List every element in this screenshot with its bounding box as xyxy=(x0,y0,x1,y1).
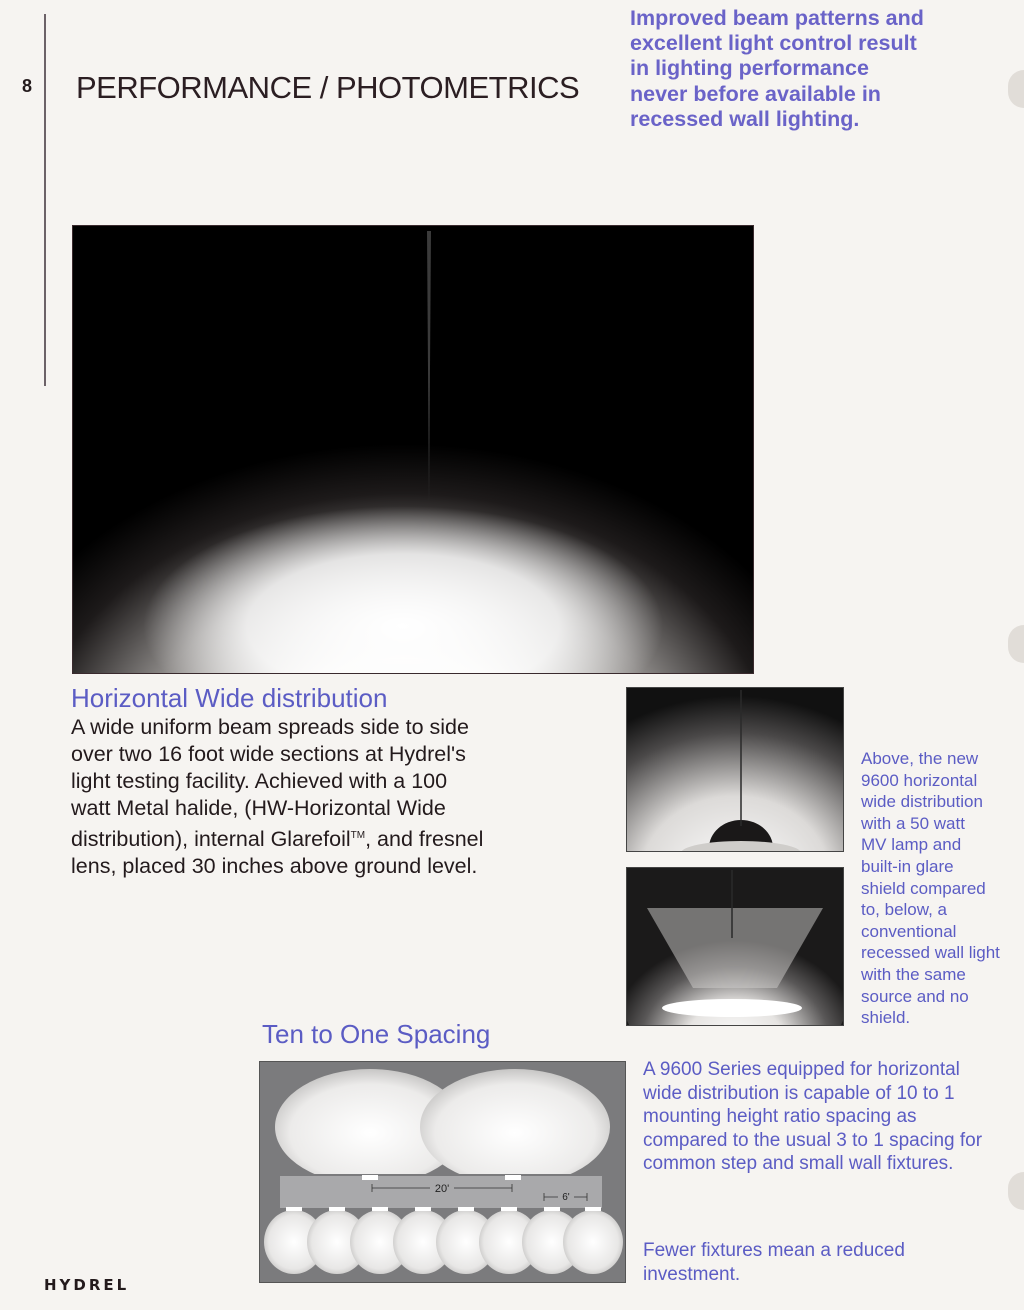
caption-line: source and no xyxy=(861,986,969,1006)
spacing-diagram xyxy=(259,1061,626,1283)
page-number: 8 xyxy=(22,76,33,96)
fewer-fixtures-text: Fewer fixtures mean a reduced investment. xyxy=(643,1240,905,1285)
caption-line: 9600 horizontal xyxy=(861,770,978,790)
horizontal-wide-body xyxy=(71,714,491,880)
hydrel-logo: HYDREL xyxy=(44,1276,130,1294)
intro-text: Improved beam patterns and excellent light control result in lighting performance never before available in recessed wall lighting. xyxy=(630,6,924,131)
spacing-label-6: 6' xyxy=(562,1192,570,1203)
ten-to-one-body: A 9600 Series equipped for horizontal wide distribution is capable of 10 to 1 mounting height ratio spacing as compared to the usual 3 to 1 spacing for common step and small wall fixtures. xyxy=(643,1059,983,1174)
caption-line: with the same xyxy=(861,964,966,984)
caption-line: MV lamp and xyxy=(861,835,962,855)
comparison-caption xyxy=(861,748,1024,1029)
page-title: PERFORMANCE / PHOTOMETRICS xyxy=(76,70,580,105)
caption-line: shield. xyxy=(861,1008,911,1028)
binder-hole xyxy=(1008,1172,1024,1210)
vertical-rule xyxy=(44,14,46,386)
caption-line: shield compared xyxy=(861,878,986,898)
ten-to-one-heading: Ten to One Spacing xyxy=(262,1019,491,1049)
caption-line: conventional xyxy=(861,921,957,941)
caption-line: with a 50 watt xyxy=(861,813,965,833)
caption-line: built-in glare xyxy=(861,856,954,876)
binder-hole xyxy=(1008,70,1024,108)
glare-shield-beam-photo xyxy=(626,687,844,852)
caption-line: to, below, a xyxy=(861,900,948,920)
horizontal-wide-body-text: A wide uniform beam spreads side to side over two 16 foot wide sections at Hydrel's light testing facility. Achieved with a 100 watt Metal halide, (HW-Horizontal Wide distribution), internal Glarefoil xyxy=(71,715,469,852)
horizontal-wide-beam-photo xyxy=(72,225,754,674)
horizontal-wide-body-text-end: , and fresnel lens, placed 30 inches above ground level. xyxy=(71,827,484,879)
spacing-label-20: 20' xyxy=(434,1183,450,1195)
caption-line: recessed wall light xyxy=(861,943,1000,963)
binder-hole xyxy=(1008,625,1024,663)
caption-line: Above, the new xyxy=(861,749,979,768)
caption-line: wide distribution xyxy=(861,792,983,812)
conventional-light-beam-photo xyxy=(626,867,844,1026)
trademark-mark: TM xyxy=(350,830,366,841)
horizontal-wide-heading: Horizontal Wide distribution xyxy=(71,683,388,713)
